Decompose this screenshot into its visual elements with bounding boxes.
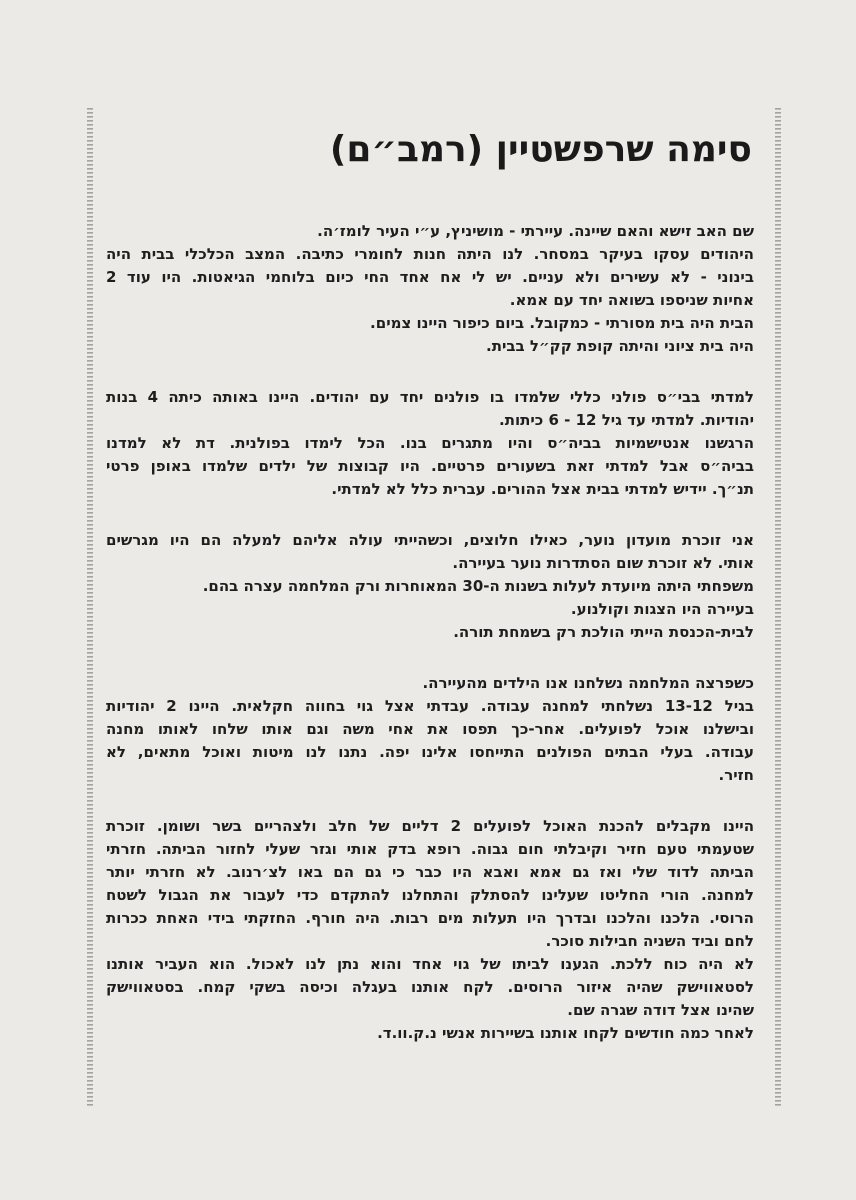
text-line: אחיות שניספו בשואה יחד עם אמא. — [509, 291, 754, 309]
paragraph-school — [106, 386, 754, 501]
text-line: שטעמתי טעם חזיר וקיבלתי חום גבוה. רופא בדק אותי וגזר שעלי לחזור הביתה. חזרתי — [106, 840, 754, 858]
paragraph-escape — [106, 815, 754, 1045]
document-title: סימה שרפשטיין (רמב״ם) — [329, 129, 752, 170]
text-line: היה בית ציוני והיתה קופת קק״ל בבית. — [486, 337, 754, 355]
text-line: הרגשנו אנטישמיות בביה״ס והיו מתגרים בנו. הכל לימדו בפולנית. דת לא למדנו — [106, 434, 754, 452]
text-line: בביה״ס אבל למדתי זאת בשעורים פרטיים. היו קבוצות של ילדים שלמדו באופן פרטי — [106, 457, 754, 475]
left-decorative-border — [87, 108, 93, 1108]
text-line: לסטאווישק שהיה איזור הרוסים. לקח אותנו בעגלה וכיסה בשקי קמח. בסטאווישק — [106, 978, 754, 996]
paragraph-family — [106, 220, 754, 358]
text-line: אותי. לא זוכרת שום הסתדרות נוער בעיירה. — [452, 554, 754, 572]
text-line: הרוסי. הלכנו והלכנו ובדרך היו תעלות מים רבות. היה חורף. החזקתי בידי האחת ככרות — [106, 909, 754, 927]
text-line: אני זוכרת מועדון נוער, כאילו חלוצים, וכשהייתי עולה אליהם למעלה הם היו מגרשים — [106, 531, 754, 549]
text-line: כשפרצה המלחמה נשלחנו אנו הילדים מהעיירה. — [422, 674, 754, 692]
text-line: הביתה לדוד שלי ואז גם אמא ואבא היו כבר כי גם הם באו לצ׳רנוב. לא חזרתי יותר — [106, 863, 754, 881]
text-line: לחם וביד השניה חבילות סוכר. — [545, 932, 754, 950]
text-line: שהינו אצל דודה שגרה שם. — [567, 1001, 754, 1019]
text-line: הבית היה בית מסורתי - כמקובל. ביום כיפור היינו צמים. — [370, 314, 754, 332]
right-decorative-border — [775, 108, 781, 1108]
text-line: יהודיות. למדתי עד גיל 12 - 6 כיתות. — [499, 411, 754, 429]
text-line: לא היה כוח ללכת. הגענו לביתו של גוי אחד והוא נתן לנו לאכול. הוא העביר אותנו — [106, 955, 754, 973]
text-line: בעיירה היו הצגות וקולנוע. — [570, 600, 754, 618]
text-line: בינוני - לא עשירים ולא עניים. יש לי אח אחד החי כיום בלוחמי הגיאטות. היו עוד 2 — [106, 268, 754, 286]
text-line: למדתי בבי״ס פולני כללי שלמדו בו פולנים יחד עם יהודים. היינו באותה כיתה 4 בנות — [106, 388, 755, 406]
paragraph-war — [106, 672, 754, 787]
text-line: ובישלנו אוכל לפועלים. אחר-כך תפסו את אחי משה וגם אותו שלחו לאותו מחנה — [106, 720, 754, 738]
text-line: משפחתי היתה מיועדת לעלות בשנות ה-30 המאוחרות ורק המלחמה עצרה בהם. — [202, 577, 754, 595]
document-body — [106, 220, 754, 1073]
text-line: חזיר. — [718, 766, 754, 784]
text-line: לאחר כמה חודשים לקחו אותנו בשיירות אנשי נ.ק.וו.ד. — [377, 1024, 754, 1042]
text-line: היינו מקבלים להכנת האוכל לפועלים 2 דליים של חלב ולצהריים בשר ושומן. זוכרת — [106, 817, 755, 835]
text-line: למחנה. הורי החליטו שעלינו להסתלק והתחלנו להתקדם כדי לעבור את הגבול לשטח — [106, 886, 754, 904]
text-line: שם האב זישא והאם שיינה. עיירתי - מושיניץ, ע״י העיר לומז׳ה. — [317, 222, 754, 240]
text-line: תנ״ך. יידיש למדתי בבית אצל ההורים. עברית כלל לא למדתי. — [331, 480, 754, 498]
text-line: היהודים עסקו בעיקר במסחר. לנו היתה חנות לחומרי כתיבה. המצב הכלכלי בבית היה — [106, 245, 754, 263]
text-line: לבית-הכנסת הייתי הולכת רק בשמחת תורה. — [453, 623, 754, 641]
text-line: עבודה. בעלי הבתים הפולנים התייחסו אלינו יפה. נתנו לנו מיטות ואוכל מתאים, לא — [106, 743, 754, 761]
paragraph-youth — [106, 529, 754, 644]
text-line: בגיל 13-12 נשלחתי למחנה עבודה. עבדתי אצל גוי בחווה חקלאית. היינו 2 יהודיות — [106, 697, 754, 715]
